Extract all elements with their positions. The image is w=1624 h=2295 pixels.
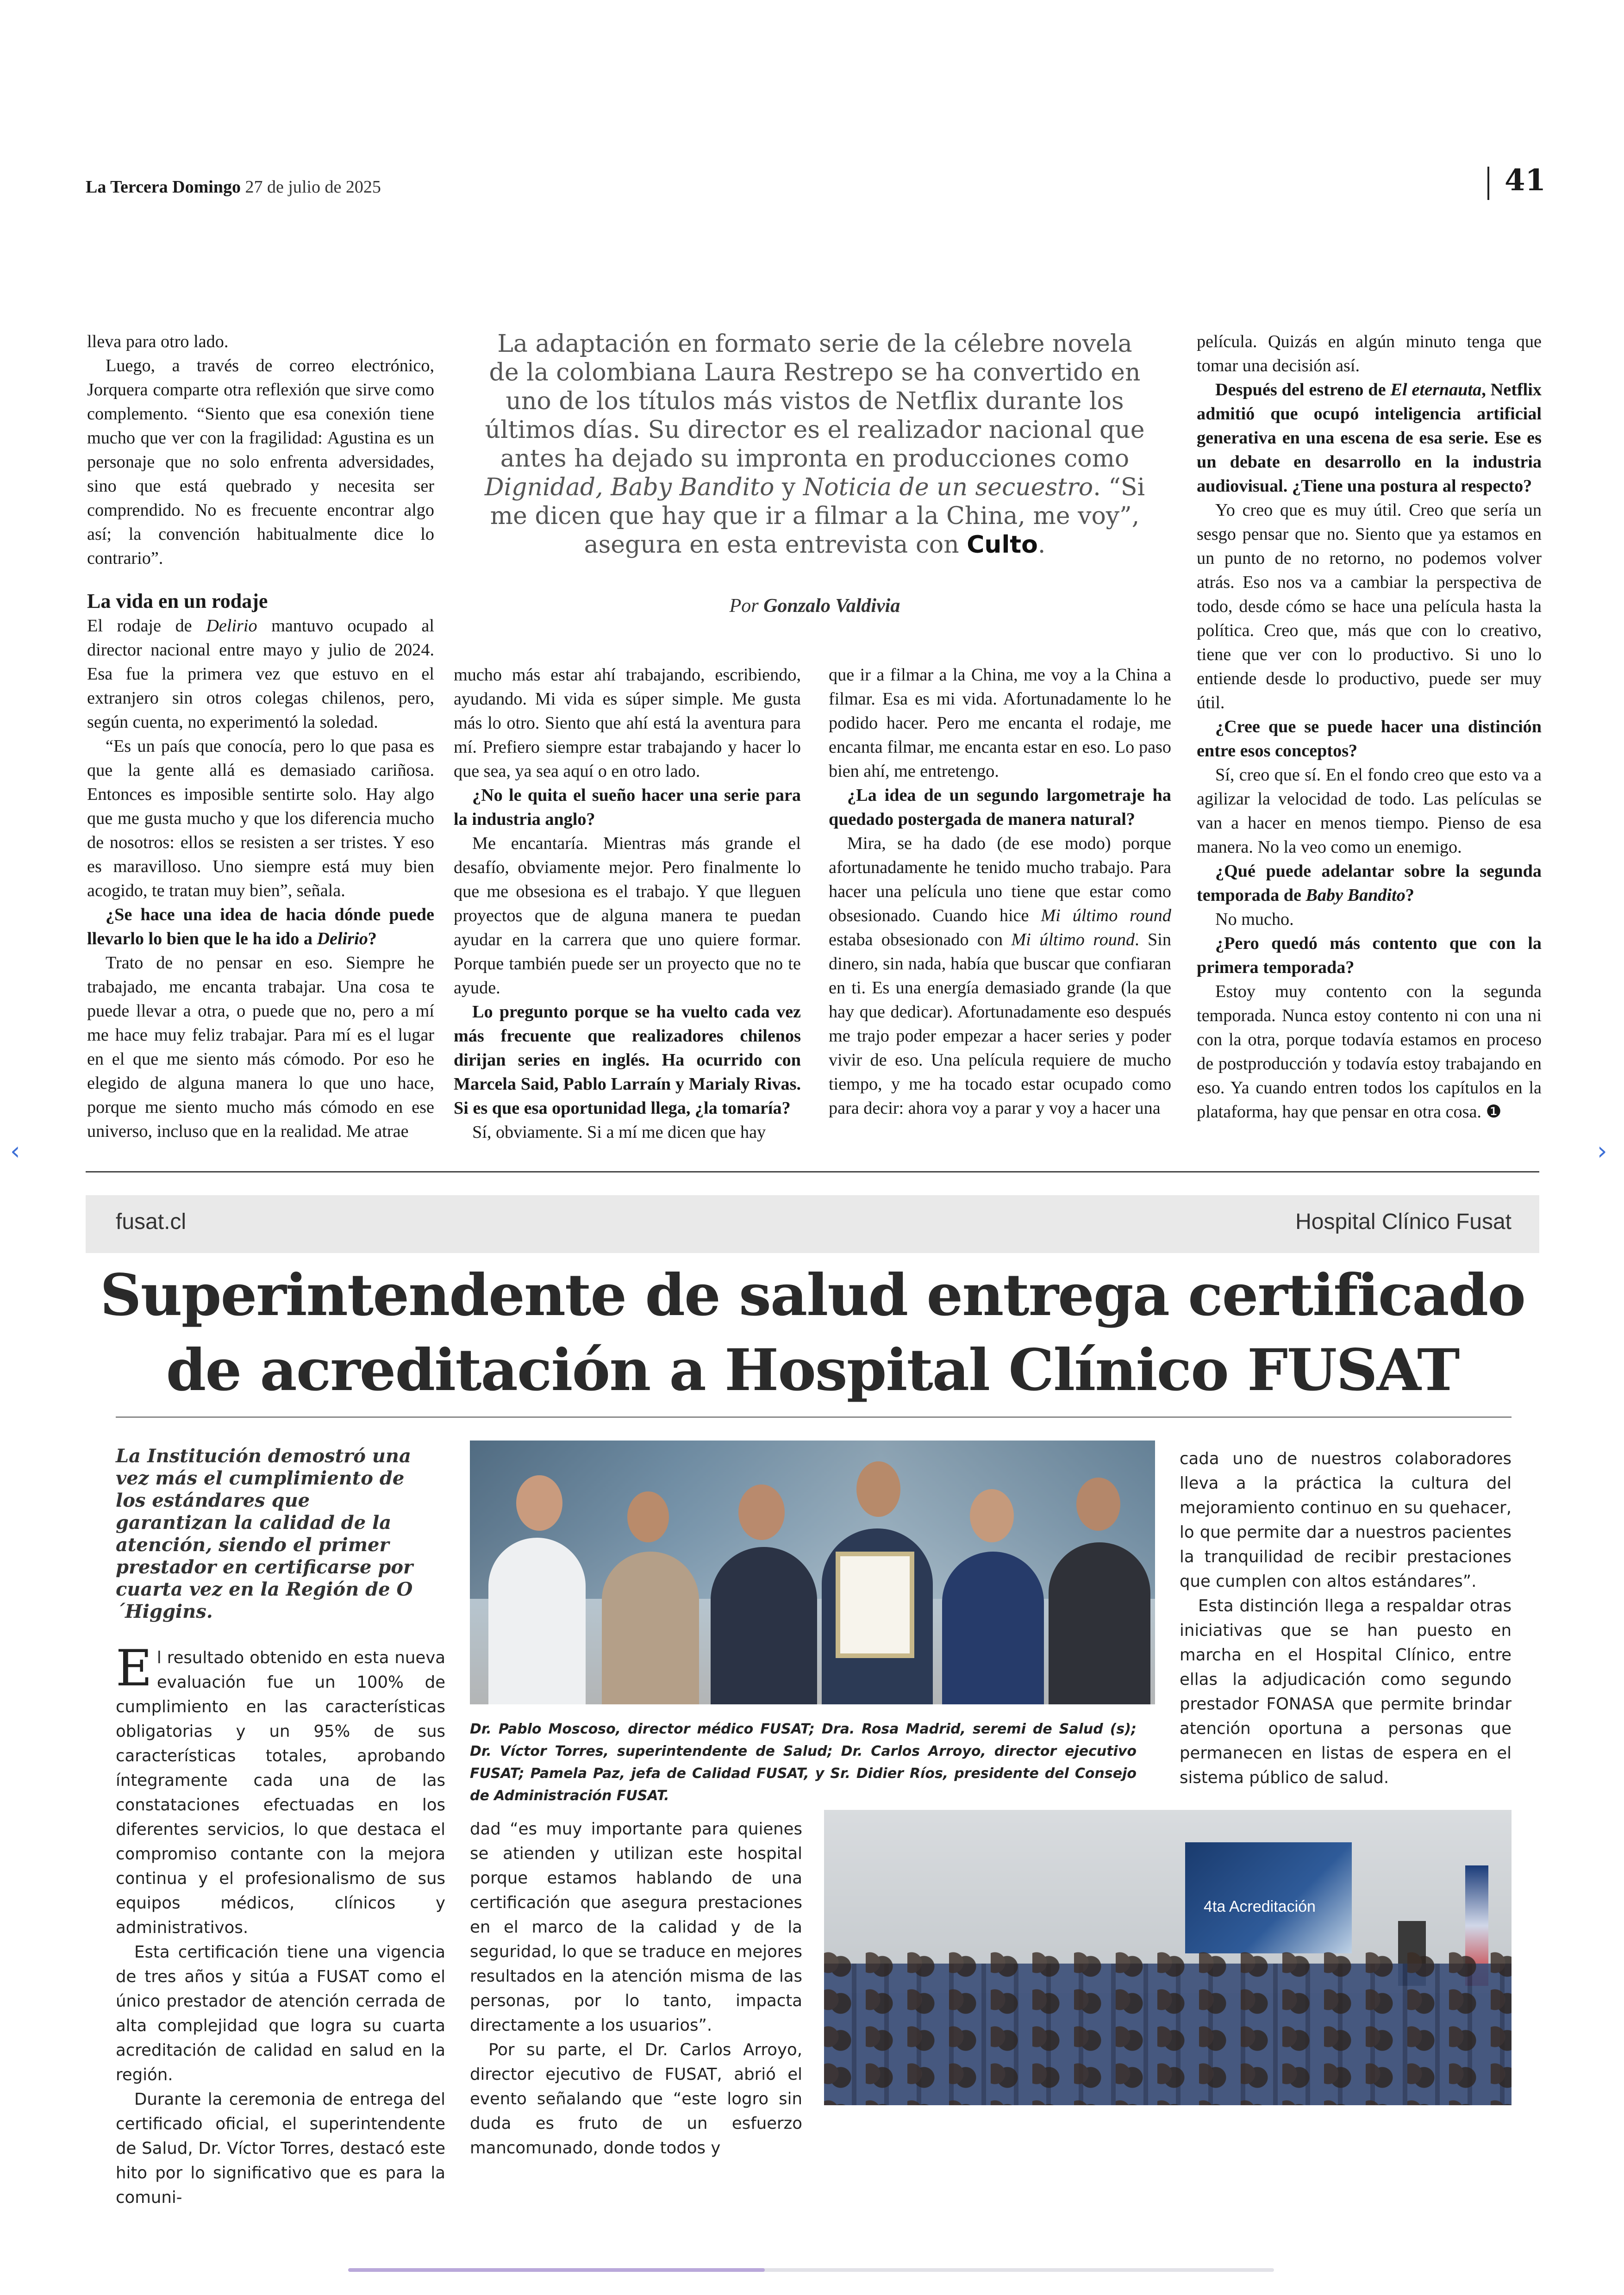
article-dek: La adaptación en formato serie de la célebre novela de la colombiana Laura Restrepo se ha convertido en uno de los títulos más vistos de Netflix durante los últimos días. Su director es el realizador nacional que antes ha dejado su impronta en producciones como Dignidad, Baby Bandito y Noticia de un secuestro. “Si me dicen que hay que ir a filmar a la China, me voy”, asegura en esta entrevista con Culto. [484,330,1145,559]
paragraph: mucho más estar ahí trabajando, escribiendo, ayudando. Mi vida es súper simple. Me gusta más lo otro. Siento que ahí está la aventura para mí. Prefiero siempre estar trabajando y hacer lo que sea, ya sea aquí o en otro lado. [454,665,801,781]
page-number-divider [1487,167,1489,200]
culto-brand: Culto [967,531,1038,559]
interview-question: ¿Qué puede adelantar sobre la segunda temporada de Baby Bandito? [1197,861,1542,905]
page-number: 41 [1505,163,1546,198]
interview-question: Lo pregunto porque se ha vuelto cada vez más frecuente que realizadores chilenos dirijan series en inglés. Ha ocurrido con Marcela Said, Pablo Larraín y Marialy Rivas. Si es que esa oportunidad llega, ¿la tomaría? [454,1002,801,1118]
certificate-frame [836,1552,914,1658]
ad-column-3 [1180,1447,1512,1790]
ad-lead: La Institución demostró una vez más el cumplimiento de los estándares que garantizan la calidad de la atención, siendo el primer prestador en certificarse por cuarta vez en la Región de O´Higgins. [116,1445,413,1622]
person-figure [488,1538,586,1704]
interview-question: ¿No le quita el sueño hacer una serie para la industria anglo? [454,786,801,829]
audience [824,1952,1512,2105]
paragraph: “Es un país que conocía, pero lo que pasa es que la gente allá es demasiado cariñosa. Entonces es imposible sentirte solo. Hay algo que me gusta mucho y que los diferencia mucho de nosotros: ellos se resisten a ser tristes. Y eso es maravilloso. Uno siempre está muy bien acogido, te tratan muy bien”, señala. [87,736,434,900]
paragraph: película. Quizás en algún minuto tenga que tomar una decisión así. [1197,332,1542,375]
person-figure [1049,1542,1150,1704]
interview-question: ¿Pero quedó más contento que con la primera temporada? [1197,934,1542,977]
publication-date: 27 de julio de 2025 [245,177,381,197]
interview-question: ¿La idea de un segundo largometraje ha quedado postergada de manera natural? [829,786,1171,829]
interview-question: ¿Se hace una idea de hacia dónde puede llevarlo lo bien que le ha ido a Delirio? [87,905,434,948]
interview-question: ¿Cree que se puede hacer una distinción entre esos conceptos? [1197,717,1542,761]
drop-cap: E [116,1640,152,1697]
person-figure [711,1547,817,1704]
paragraph: El resultado obtenido en esta nueva evaluación fue un 100% de cumplimiento en las características obligatorias y un 95% de sus características totales, aprobando íntegramente cada una de las constataciones efectuadas en los diferentes servicios, lo que destaca el compromiso contante con la mejora continua y el profesionalismo de sus equipos médicos, clínicos y administrativos. [116,1640,445,1937]
paragraph: Trato de no pensar en eso. Siempre he trabajado, me encanta trabajar. Una cosa te puede llevar a otra, o puede que no, pero a mí me hace muy feliz trabajar. Para mí es el lugar en el que me siento más cómodo. Por eso he elegido de alguna manera lo que uno hace, porque me siento mucho más cómodo en ese universo, incluso que en la realidad. Me atrae [87,953,434,1141]
paragraph: que ir a filmar a la China, me voy a la China a filmar. Esa es mi vida. Afortunadamente lo he podido hacer. Pero me encanta el rodaje, me encanta filmar, me encanta estar en eso. Lo paso bien ahí, me entretengo. [829,665,1171,781]
headline-divider [116,1416,1512,1418]
paragraph: lleva para otro lado. [87,332,229,351]
photo-caption: Dr. Pablo Moscoso, director médico FUSAT; Dra. Rosa Madrid, seremi de Salud (s); Dr. Víctor Torres, superintendente de Salud; Dr. Carlos Arroyo, director ejecutivo FUSAT; Pamela Paz, jefa de Calidad FUSAT, y Sr. Didier Ríos, presidente del Consejo de Administración FUSAT. [470,1721,1137,1804]
advertiser-name: Hospital Clínico Fusat [1295,1210,1512,1234]
publication-name: La Tercera Domingo [86,177,241,197]
paragraph: Esta distinción llega a respaldar otras iniciativas que se han puesto en marcha en el Hospital Clínico, entre ellas la adjudicación como segundo prestador FONASA que permite brindar atención oportuna a personas que permanecen en listas de espera en el sistema público de salud. [1180,1597,1512,1787]
next-page-icon[interactable]: › [1597,1136,1607,1166]
paragraph: Durante la ceremonia de entrega del certificado oficial, el superintendente de Salud, Dr. Víctor Torres, destacó este hito por lo significativo que es para la comuni- [116,2090,445,2207]
section-heading: La vida en un rodaje [87,590,268,612]
section-divider [86,1171,1539,1172]
ad-headline: Superintendente de salud entrega certificado de acreditación a Hospital Clínico FUSAT [100,1262,1525,1404]
person-head [1076,1478,1120,1531]
person-head [856,1461,900,1517]
paragraph: Me encantaría. Mientras más grande el desafío, obviamente mejor. Pero finalmente lo que me obsesiona es el trabajo. Y que lleguen proyectos que de alguna manera te puedan ayudar en la carrera que uno quiere formar. Porque también puede ser un proyecto que no te ayude. [454,834,801,998]
person-head [970,1489,1014,1542]
interview-question: Después del estreno de El eternauta, Netflix admitió que ocupó inteligencia artificial generativa en una escena de esa serie. Ese es un debate en desarrollo en la industria audiovisual. ¿Tiene una postura al respecto? [1197,380,1542,496]
person-figure [602,1552,699,1704]
previous-page-icon[interactable]: ‹ [10,1136,20,1166]
article-column-3 [829,663,1171,1120]
auditorium-photo [824,1810,1512,2105]
paragraph: Por su parte, el Dr. Carlos Arroyo, director ejecutivo de FUSAT, abrió el evento señalando que “este logro sin duda es fruto de un esfuerzo mancomunado, donde todos y [470,2040,802,2158]
paragraph: cada uno de nuestros colaboradores lleva a la práctica la cultura del mejoramiento continuo en su quehacer, lo que permite dar a nuestros pacientes la tranquilidad de recibir prestaciones que cumplen con altos estándares”. [1180,1449,1512,1591]
paragraph: Estoy muy contento con la segunda temporada. Nunca estoy contento ni con una ni con la otra, porque todavía estamos en proceso de postproducción y todavía estoy trabajando en eso. Ya cuando entren todos los capítulos en la plataforma, hay que pensar en otra cosa. ❶ [1197,982,1542,1122]
group-photo [470,1441,1155,1704]
article-column-1 [87,330,434,1143]
person-head [738,1484,785,1540]
paragraph: dad “es muy importante para quienes se atienden y utilizan este hospital porque estamos hablando de una certificación que asegura prestaciones en el marco de la calidad y de la seguridad, lo que se traduce en mejores resultados en la atención misma de las personas, por lo tanto, impacta directamente a los usuarios”. [470,1820,802,2035]
end-mark-icon: ❶ [1486,1102,1502,1122]
person-head [516,1475,562,1531]
advertiser-url: fusat.cl [116,1210,187,1234]
person-figure [942,1552,1044,1704]
projection-screen: 4ta Acreditación [1185,1842,1352,1953]
article-column-4 [1197,330,1542,1124]
article-column-2 [454,663,801,1144]
paragraph: Mira, se ha dado (de ese modo) porque afortunadamente he tenido mucho trabajo. Para hacer una película uno tiene que estar como obsesionado. Cuando hice Mi último round estaba obsesionado con Mi último round. Sin dinero, sin nada, había que buscar que confiaran en ti. Es una energía demasiado grande (la que hay que dedicar). Afortunadamente eso después me trajo poder empezar a hacer series y poder vivir de eso. Una película requiere de mucho tiempo, y me ha tocado estar ocupado como para decir: ahora voy a parar y voy a hacer una [829,834,1171,1118]
paragraph: Sí, creo que sí. En el fondo creo que esto va a agilizar la velocidad de todo. Las películas se van a hacer en menos tiempo. Pienso de esa manera. No la veo como un enemigo. [1197,765,1542,857]
reading-progress-fill [348,2268,765,2272]
ad-column-2 [470,1817,802,2160]
byline: Por Gonzalo Valdivia [729,595,900,617]
paragraph: Luego, a través de correo electrónico, Jorquera comparte otra reflexión que sirve como complemento. “Siento que esa conexión tiene mucho que ver con la fragilidad: Agustina es un personaje que no solo enfrenta adversidades, sino que está quebrado y necesita ser comprendido. No es frecuente encontrar algo así; la convención habitualmente dice lo contrario”. [87,356,434,568]
person-head [627,1491,669,1542]
paragraph: No mucho. [1215,910,1294,929]
paragraph: El rodaje de Delirio mantuvo ocupado al director nacional entre mayo y julio de 2024. Esa fue la primera vez que estuvo en el extranjero sin otros colegas chilenos, pero, según cuenta, no experimentó la soledad. [87,616,434,732]
paragraph: Yo creo que es muy útil. Creo que sería un sesgo pensar que no. Siento que ya estamos en un punto de no retorno, no podemos volver atrás. Eso nos va a cambiar la perspectiva de todo, desde cómo se hace una película hasta la política. Creo que, más que con lo creativo, tiene que ver con lo productivo. Si uno lo entiende desde lo productivo, puede ser muy útil. [1197,500,1542,712]
paragraph: Esta certificación tiene una vigencia de tres años y sitúa a FUSAT como el único prestador de atención cerrada de alta complejidad que logra su cuarta acreditación de calidad en salud en la región. [116,1943,445,2084]
paragraph: Sí, obviamente. Si a mí me dicen que hay [472,1123,766,1142]
page-header [86,177,381,197]
ad-column-1 [116,1640,445,2210]
